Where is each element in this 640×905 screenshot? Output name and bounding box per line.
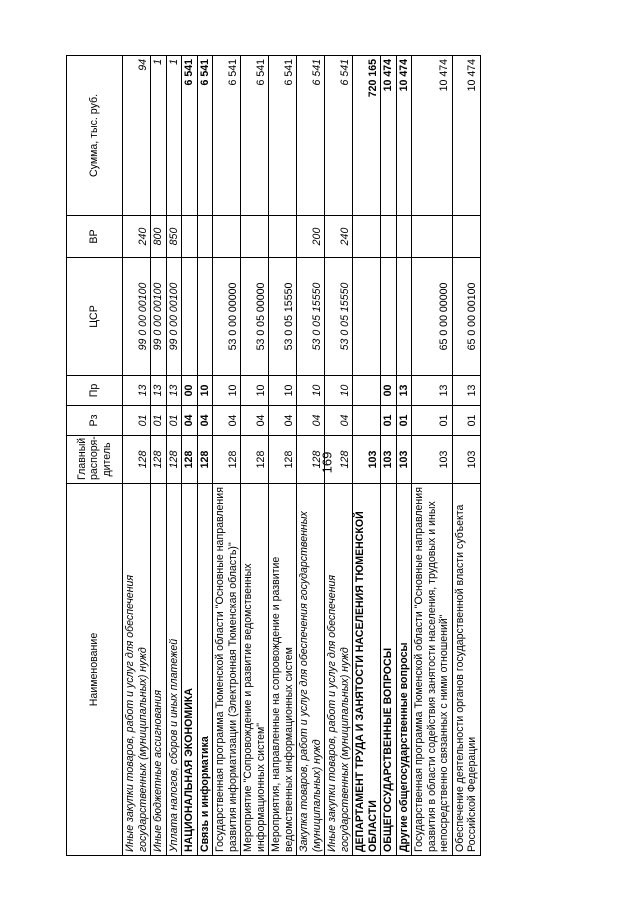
row-pr: 10: [197, 376, 213, 406]
row-rz: 04: [182, 406, 198, 436]
row-csr: 53 0 05 15550: [297, 258, 325, 376]
row-rz: 01: [396, 406, 412, 436]
row-rz: 01: [452, 406, 480, 436]
row-sum: 6 541: [197, 56, 213, 216]
row-grbs: 128: [325, 436, 353, 484]
row-pr: 10: [213, 376, 241, 406]
row-name: Иные закупки товаров, работ и услуг для обеспечения государственных (муниципальных) нужд: [325, 484, 353, 856]
row-name: Иные бюджетные ассигнования: [151, 484, 167, 856]
row-csr: 65 0 00 00000: [412, 258, 453, 376]
row-vr: [381, 216, 397, 258]
row-sum: 720 165: [353, 56, 381, 216]
row-vr: [213, 216, 241, 258]
table-row: [396, 56, 412, 856]
row-sum: 6 541: [241, 56, 269, 216]
row-grbs: 103: [381, 436, 397, 484]
row-pr: 13: [123, 376, 151, 406]
table-row: [297, 56, 325, 856]
row-sum: 1: [151, 56, 167, 216]
row-sum: 10 474: [452, 56, 480, 216]
row-sum: 6 541: [325, 56, 353, 216]
row-csr: [182, 258, 198, 376]
row-vr: 240: [325, 216, 353, 258]
row-sum: 6 541: [297, 56, 325, 216]
header-pr: Пр: [67, 376, 123, 406]
row-vr: [412, 216, 453, 258]
row-sum: 10 474: [412, 56, 453, 216]
row-csr: 53 0 00 00000: [213, 258, 241, 376]
row-grbs: 128: [151, 436, 167, 484]
row-sum: 1: [166, 56, 182, 216]
row-sum: 6 541: [182, 56, 198, 216]
row-grbs: 103: [412, 436, 453, 484]
row-csr: 65 0 00 00100: [452, 258, 480, 376]
row-vr: [452, 216, 480, 258]
budget-table: [66, 55, 481, 856]
row-csr: 99 0 00 00100: [151, 258, 167, 376]
row-pr: 00: [381, 376, 397, 406]
row-pr: 13: [166, 376, 182, 406]
row-sum: 10 474: [396, 56, 412, 216]
header-name: Наименование: [67, 484, 123, 856]
row-vr: 200: [297, 216, 325, 258]
row-rz: 04: [269, 406, 297, 436]
row-grbs: 128: [182, 436, 198, 484]
row-pr: 10: [325, 376, 353, 406]
row-csr: 53 0 05 15550: [269, 258, 297, 376]
row-grbs: 128: [269, 436, 297, 484]
row-name: Связь и информатика: [197, 484, 213, 856]
header-csr: ЦСР: [67, 258, 123, 376]
row-csr: [197, 258, 213, 376]
table-row: [381, 56, 397, 856]
row-csr: [396, 258, 412, 376]
row-vr: [353, 216, 381, 258]
row-sum: 94: [123, 56, 151, 216]
row-vr: [269, 216, 297, 258]
row-csr: 99 0 00 00100: [166, 258, 182, 376]
row-sum: 6 541: [213, 56, 241, 216]
page-number: 169: [319, 451, 335, 474]
row-pr: 10: [269, 376, 297, 406]
row-grbs: 103: [353, 436, 381, 484]
row-rz: 01: [123, 406, 151, 436]
row-pr: [353, 376, 381, 406]
row-vr: [197, 216, 213, 258]
table-row: [353, 56, 381, 856]
row-pr: 13: [452, 376, 480, 406]
row-sum: 10 474: [381, 56, 397, 216]
table-row: [123, 56, 151, 856]
table-row: [197, 56, 213, 856]
row-name: ДЕПАРТАМЕНТ ТРУДА И ЗАНЯТОСТИ НАСЕЛЕНИЯ ТЮМЕНСКОЙ ОБЛАСТИ: [353, 484, 381, 856]
row-name: ОБЩЕГОСУДАРСТВЕННЫЕ ВОПРОСЫ: [381, 484, 397, 856]
row-rz: 04: [297, 406, 325, 436]
row-rz: 01: [412, 406, 453, 436]
row-name: Мероприятия, направленные на сопровождение и развитие ведомственных информационных систем: [269, 484, 297, 856]
row-pr: 00: [182, 376, 198, 406]
row-vr: [396, 216, 412, 258]
row-csr: 99 0 00 00100: [123, 258, 151, 376]
header-grbs: Главный распоря-дитель: [67, 436, 123, 484]
table-row: [182, 56, 198, 856]
row-name: Другие общегосударственные вопросы: [396, 484, 412, 856]
row-rz: 04: [241, 406, 269, 436]
row-grbs: 128: [197, 436, 213, 484]
row-rz: 01: [166, 406, 182, 436]
table-row: [269, 56, 297, 856]
row-pr: 13: [151, 376, 167, 406]
row-rz: 01: [151, 406, 167, 436]
row-sum: 6 541: [269, 56, 297, 216]
header-rz: Рз: [67, 406, 123, 436]
table-row: [166, 56, 182, 856]
budget-table-rotated: [66, 56, 576, 856]
table-row: [151, 56, 167, 856]
row-rz: 01: [381, 406, 397, 436]
row-grbs: 128: [166, 436, 182, 484]
row-csr: [381, 258, 397, 376]
table-row: [452, 56, 480, 856]
row-grbs: 128: [297, 436, 325, 484]
table-row: [213, 56, 241, 856]
row-rz: 04: [325, 406, 353, 436]
row-grbs: 103: [396, 436, 412, 484]
row-vr: 800: [151, 216, 167, 258]
row-rz: 04: [197, 406, 213, 436]
row-name: Государственная программа Тюменской области "Основные направления развития в области содействия занятости населения, трудовых и иных непосредственно связанных с ними отношений": [412, 484, 453, 856]
row-pr: 13: [396, 376, 412, 406]
row-name: Обеспечение деятельности органов государственной власти субъекта Российской Федерации: [452, 484, 480, 856]
row-vr: [182, 216, 198, 258]
row-grbs: 128: [213, 436, 241, 484]
table-row: [412, 56, 453, 856]
table-row: [241, 56, 269, 856]
row-grbs: 103: [452, 436, 480, 484]
row-grbs: 128: [241, 436, 269, 484]
row-rz: 04: [213, 406, 241, 436]
row-pr: 13: [412, 376, 453, 406]
table-row: [325, 56, 353, 856]
row-vr: 240: [123, 216, 151, 258]
row-csr: [353, 258, 381, 376]
row-pr: 10: [241, 376, 269, 406]
row-grbs: 128: [123, 436, 151, 484]
row-name: Государственная программа Тюменской области "Основные направления развития информатизации (Электронная Тюменская область)": [213, 484, 241, 856]
row-name: Мероприятие "Сопровождение и развитие ведомственных информационных систем": [241, 484, 269, 856]
row-csr: 53 0 05 00000: [241, 258, 269, 376]
table-header: [67, 56, 123, 856]
row-name: НАЦИОНАЛЬНАЯ ЭКОНОМИКА: [182, 484, 198, 856]
row-name: Закупка товаров, работ и услуг для обеспечения государственных (муниципальных) нужд: [297, 484, 325, 856]
row-pr: 10: [297, 376, 325, 406]
row-name: Уплата налогов, сборов и иных платежей: [166, 484, 182, 856]
row-csr: 53 0 05 15550: [325, 258, 353, 376]
row-name: Иные закупки товаров, работ и услуг для обеспечения государственных (муниципальных) нужд: [123, 484, 151, 856]
row-vr: [241, 216, 269, 258]
row-rz: [353, 406, 381, 436]
row-vr: 850: [166, 216, 182, 258]
header-vr: ВР: [67, 216, 123, 258]
header-sum: Сумма, тыс. руб.: [67, 56, 123, 216]
